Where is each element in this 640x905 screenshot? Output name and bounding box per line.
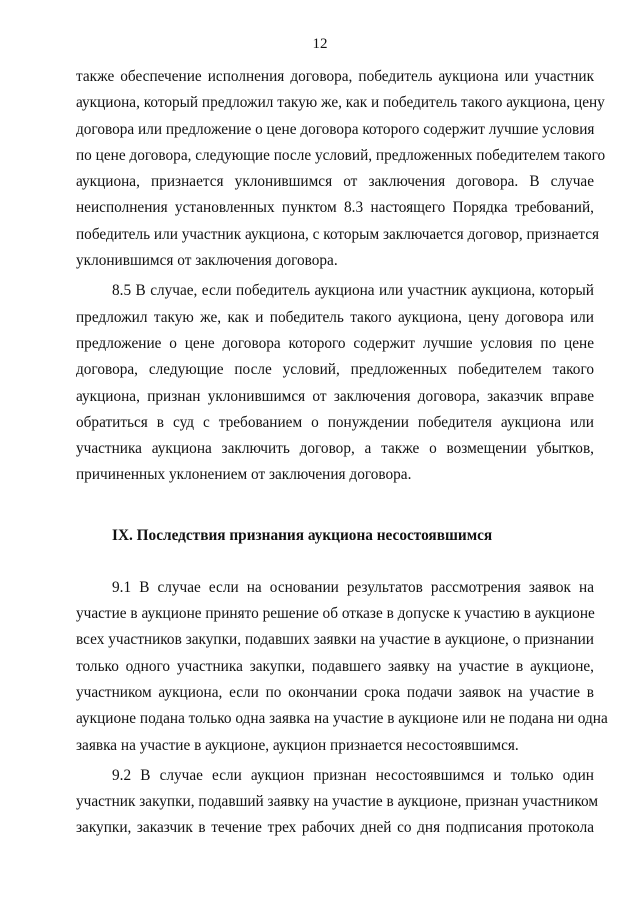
text-line: аукциона, который предложил такую же, как и победитель такого аукциона, цену: [76, 94, 605, 112]
text-line: неисполнения установленных пунктом 8.3 настоящего Порядка требований,: [76, 199, 594, 217]
text-line: предложение о цене договора которого содержит лучшие условия по цене: [76, 334, 594, 352]
text-line: аукциона, признан уклонившимся от заключения договора, заказчик вправе: [76, 387, 594, 405]
text-line: участие в аукционе принято решение об отказе в допуске к участию в аукционе: [76, 605, 595, 623]
text-line: участником аукциона, если по окончании срока подачи заявок на участие в: [76, 683, 594, 701]
section-heading: IX. Последствия признания аукциона несостоявшимся: [112, 526, 493, 544]
text-line: участника аукциона заключить договор, а также о возмещении убытков,: [76, 440, 594, 458]
text-line: только одного участника закупки, подавшего заявку на участие в аукционе,: [76, 657, 594, 675]
text-line: уклонившимся от заключения договора.: [76, 252, 338, 270]
page-content: [76, 64, 608, 842]
paragraph-9-2: [76, 763, 599, 842]
paragraph-8-5: [76, 278, 594, 488]
paragraph-9-1: [76, 575, 608, 759]
text-line: аукционе подана только одна заявка на участие в аукционе или не подана ни одна: [76, 710, 608, 728]
text-line: победитель или участник аукциона, с которым заключается договор, признается: [76, 225, 600, 243]
text-line: по цене договора, следующие после условий, предложенных победителем такого: [76, 146, 606, 164]
text-line: предложил такую же, как и победитель такого аукциона, цену договора или: [76, 308, 594, 326]
text-line: обратиться в суд с требованием о понуждении победителя аукциона или: [76, 413, 594, 431]
text-line: аукциона, признается уклонившимся от заключения договора. В случае: [76, 173, 594, 191]
page-number: 12: [312, 36, 328, 52]
text-line: договора или предложение о цене договора которого содержит лучшие условия: [76, 120, 595, 138]
text-line: 9.1 В случае если на основании результатов рассмотрения заявок на: [112, 578, 594, 596]
text-line: причиненных уклонением от заключения договора.: [76, 466, 412, 484]
text-line: заявка на участие в аукционе, аукцион признается несостоявшимся.: [76, 736, 519, 754]
text-line: 9.2 В случае если аукцион признан несостоявшимся и только один: [112, 766, 594, 784]
text-line: 8.5 В случае, если победитель аукциона или участник аукциона, который: [112, 282, 594, 300]
text-line: также обеспечение исполнения договора, победитель аукциона или участник: [76, 68, 594, 85]
paragraph-continuation: [76, 64, 606, 274]
text-line: всех участников закупки, подавших заявки на участие в аукционе, о признании: [76, 631, 594, 649]
text-line: участник закупки, подавший заявку на участие в аукционе, признан участником: [76, 793, 599, 811]
text-line: закупки, заказчик в течение трех рабочих дней со дня подписания протокола: [76, 819, 594, 837]
text-line: договора, следующие после условий, предложенных победителем такого: [76, 361, 594, 379]
